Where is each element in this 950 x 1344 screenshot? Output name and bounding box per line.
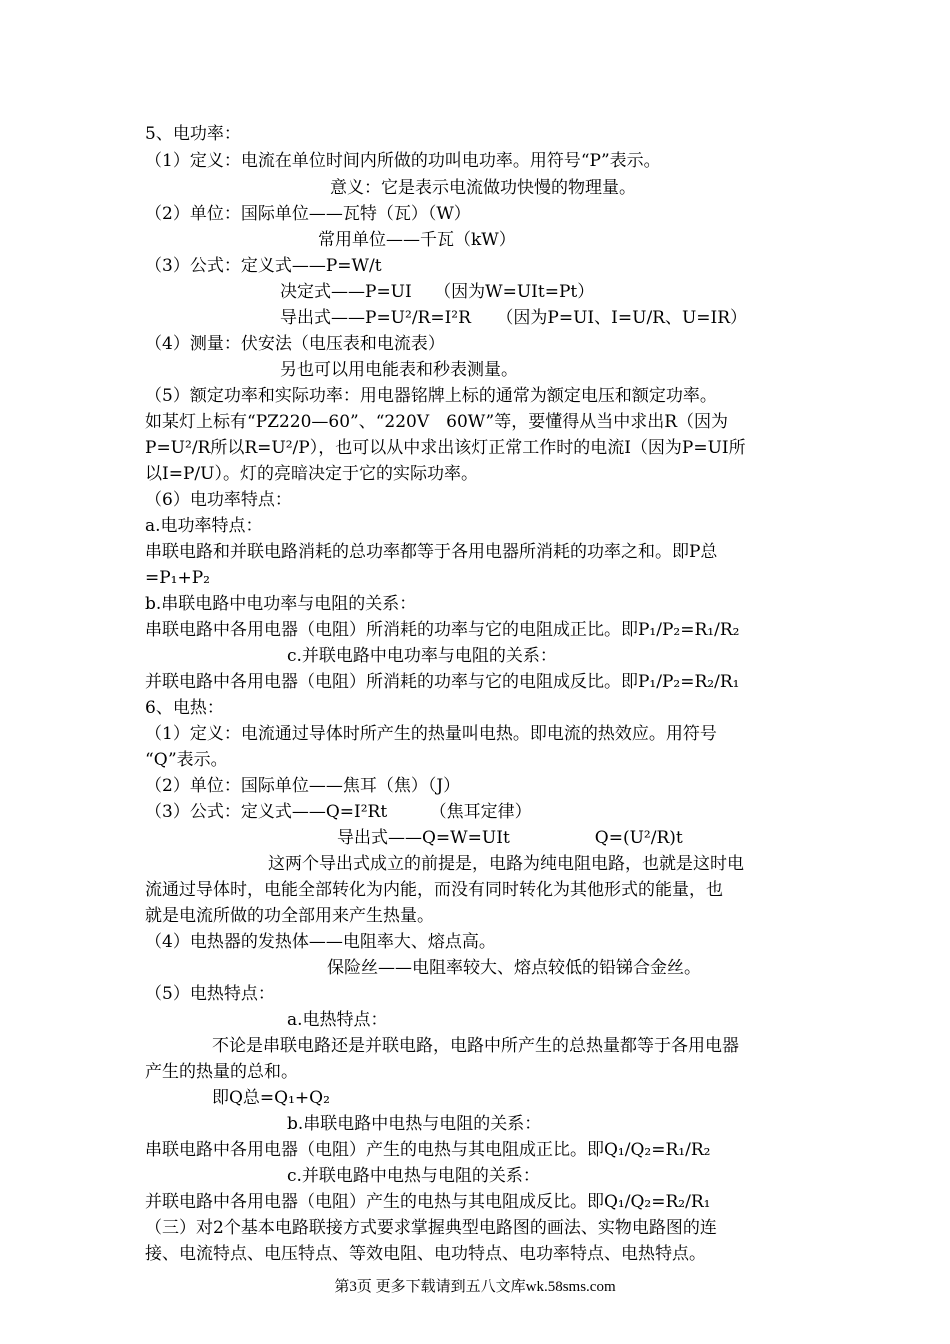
heat-premise-line-1: 这两个导出式成立的前提是，电路为纯电阻电路，也就是这时电: [268, 854, 744, 874]
power-feature-a-text: 串联电路和并联电路消耗的总功率都等于各用电器所消耗的功率之和。即P总: [145, 542, 718, 562]
power-feature-c-text: 并联电路中各用电器（电阻）所消耗的功率与它的电阻成反比。即P₁/P₂=R₂/R₁: [145, 672, 740, 692]
summary-line-1: （三）对2个基本电路联接方式要求掌握典型电路图的画法、实物电路图的连: [145, 1218, 717, 1238]
heat-feature-c-text: 并联电路中各用电器（电阻）产生的电热与其电阻成反比。即Q₁/Q₂=R₂/R₁: [145, 1192, 711, 1212]
heat-premise-line-2: 流通过导体时，电能全部转化为内能，而没有同时转化为其他形式的能量，也: [145, 880, 723, 900]
heat-definition-cont: “Q”表示。: [145, 750, 228, 770]
heater-element: （4）电热器的发热体——电阻率大、熔点高。: [145, 932, 496, 952]
heat-features-heading: （5）电热特点：: [145, 984, 275, 1004]
power-common-unit: 常用单位——千瓦（kW）: [318, 230, 516, 250]
heat-feature-a-title: a.电热特点：: [287, 1010, 388, 1030]
heat-unit: （2）单位：国际单位——焦耳（焦）（J）: [145, 776, 461, 796]
heat-feature-b-title: b.串联电路中电热与电阻的关系：: [287, 1114, 542, 1134]
power-formula-decision: 决定式——P=UI （因为W=UIt=Pt）: [280, 282, 595, 302]
rated-power-heading: （5）额定功率和实际功率：用电器铭牌上标的通常为额定电压和额定功率。: [145, 386, 717, 406]
heat-formula-derived: 导出式——Q=W=UIt Q=(U²/R)t: [337, 828, 683, 848]
heat-feature-c-title: c.并联电路中电热与电阻的关系：: [287, 1166, 540, 1186]
power-feature-c-title: c.并联电路中电功率与电阻的关系：: [287, 646, 557, 666]
fuse-wire: 保险丝——电阻率较大、熔点较低的铅锑合金丝。: [327, 958, 701, 978]
summary-line-2: 接、电流特点、电压特点、等效电阻、电功特点、电功率特点、电热特点。: [145, 1244, 706, 1264]
page-footer: 第3页 更多下载请到五八文库wk.58sms.com: [334, 1279, 616, 1295]
power-unit: （2）单位：国际单位——瓦特（瓦）（W）: [145, 204, 471, 224]
power-definition: （1）定义：电流在单位时间内所做的功叫电功率。用符号“P”表示。: [145, 151, 661, 171]
power-formula-definition: （3）公式：定义式——P=W/t: [145, 256, 382, 276]
power-formula-derived: 导出式——P=U²/R=I²R （因为P=UI、I=U/R、U=IR）: [280, 308, 748, 328]
rated-power-line-1: 如某灯上标有“PZ220—60”、“220V 60W”等，要懂得从当中求出R（因为: [145, 412, 729, 432]
section-6-heading: 6、电热：: [145, 698, 224, 718]
rated-power-line-3: 以I=P/U）。灯的亮暗决定于它的实际功率。: [145, 464, 478, 484]
section-5-heading: 5、电功率：: [145, 124, 241, 144]
power-meaning: 意义：它是表示电流做功快慢的物理量。: [330, 178, 636, 198]
heat-premise-line-3: 就是电流所做的功全部用来产生热量。: [145, 906, 434, 926]
heat-feature-a-formula: 即Q总=Q₁+Q₂: [212, 1088, 330, 1108]
power-feature-a-title: a.电功率特点：: [145, 516, 263, 536]
power-feature-a-formula: =P₁+P₂: [145, 568, 210, 588]
rated-power-line-2: P=U²/R所以R=U²/P），也可以从中求出该灯正常工作时的电流I（因为P=UI所: [145, 438, 746, 458]
power-features-heading: （6）电功率特点：: [145, 490, 292, 510]
heat-feature-a-line-2: 产生的热量的总和。: [145, 1062, 298, 1082]
power-measurement-alt: 另也可以用电能表和秒表测量。: [280, 360, 518, 380]
heat-definition: （1）定义：电流通过导体时所产生的热量叫电热。即电流的热效应。用符号: [145, 724, 717, 744]
power-feature-b-text: 串联电路中各用电器（电阻）所消耗的功率与它的电阻成正比。即P₁/P₂=R₁/R₂: [145, 620, 740, 640]
heat-feature-b-text: 串联电路中各用电器（电阻）产生的电热与其电阻成正比。即Q₁/Q₂=R₁/R₂: [145, 1140, 711, 1160]
heat-feature-a-line-1: 不论是串联电路还是并联电路，电路中所产生的总热量都等于各用电器: [212, 1036, 739, 1056]
power-feature-b-title: b.串联电路中电功率与电阻的关系：: [145, 594, 417, 614]
power-measurement: （4）测量：伏安法（电压表和电流表）: [145, 334, 445, 354]
heat-formula-definition: （3）公式：定义式——Q=I²Rt （焦耳定律）: [145, 802, 532, 822]
